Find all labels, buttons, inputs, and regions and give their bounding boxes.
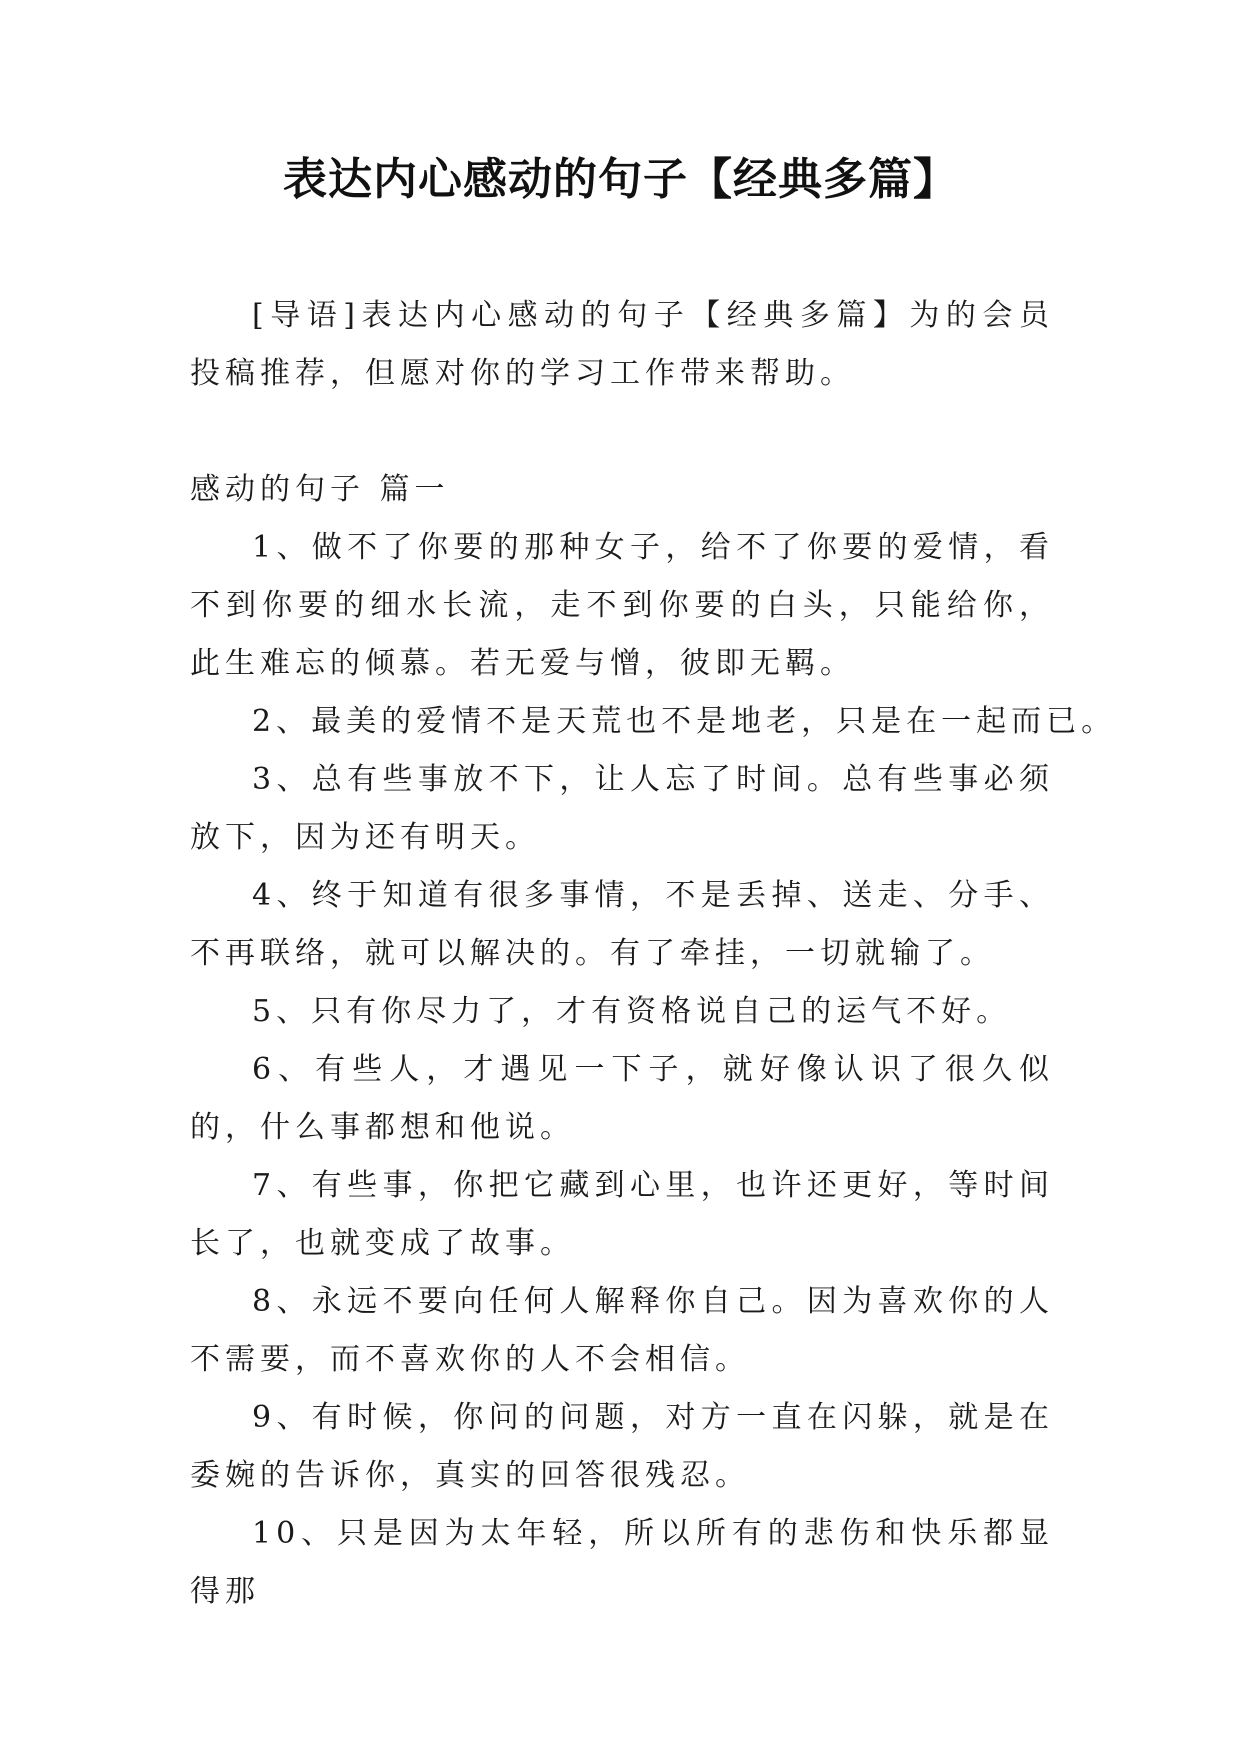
list-item: 6、有些人，才遇见一下子，就好像认识了很久似的，什么事都想和他说。: [190, 1052, 1054, 1145]
list-item: 5、只有你尽力了，才有资格说自己的运气不好。: [252, 994, 1012, 1029]
list-item: 10、只是因为太年轻，所以所有的悲伤和快乐都显得那: [190, 1516, 1054, 1609]
document-title: 表达内心感动的句子【经典多篇】: [283, 154, 958, 205]
section-heading: 感动的句子 篇一: [190, 472, 450, 507]
list-item: 7、有些事，你把它藏到心里，也许还更好，等时间长了，也就变成了故事。: [190, 1168, 1054, 1261]
list-item: 3、总有些事放不下，让人忘了时间。总有些事必须放下，因为还有明天。: [190, 762, 1054, 855]
list-item: 9、有时候，你问的问题，对方一直在闪躲，就是在委婉的告诉你，真实的回答很残忍。: [190, 1400, 1054, 1493]
list-item: 4、终于知道有很多事情，不是丢掉、送走、分手、不再联络，就可以解决的。有了牵挂，一切就输了。: [190, 878, 1054, 971]
document-body: [190, 287, 1117, 1621]
list-item: 8、永远不要向任何人解释你自己。因为喜欢你的人不需要，而不喜欢你的人不会相信。: [190, 1284, 1054, 1377]
list-item: 1、做不了你要的那种女子，给不了你要的爱情，看不到你要的细水长流，走不到你要的白头，只能给你，此生难忘的倾慕。若无爱与憎，彼即无羁。: [190, 530, 1054, 681]
intro-paragraph: [导语]表达内心感动的句子【经典多篇】为的会员投稿推荐，但愿对你的学习工作带来帮助。: [190, 298, 1054, 391]
list-item: 2、最美的爱情不是天荒也不是地老，只是在一起而已。: [252, 704, 1117, 739]
